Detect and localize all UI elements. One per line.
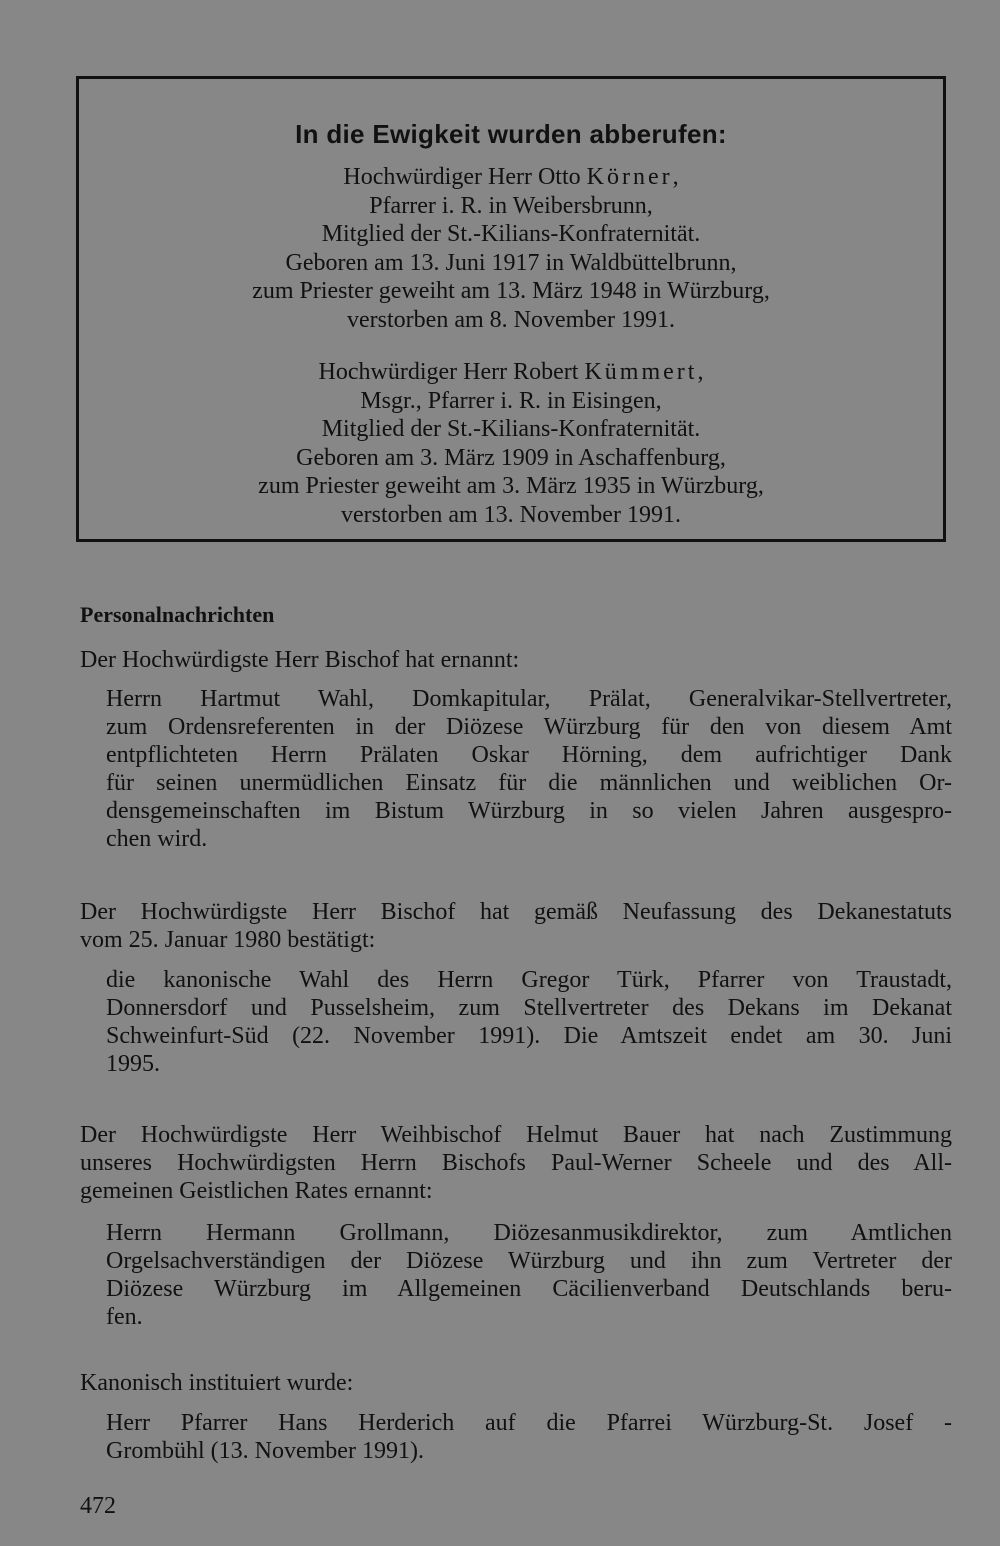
para-line: Diözese Würzburg im Allgemeinen Cäcilienverband Deutschlands beru-	[106, 1276, 952, 1302]
para-line: für seinen unermüdlichen Einsatz für die männlichen und weiblichen Or-	[106, 770, 952, 796]
entry-line: zum Priester geweiht am 3. März 1935 in Würzburg,	[258, 473, 764, 499]
intro-line: vom 25. Januar 1980 bestätigt:	[80, 927, 376, 953]
intro-line: Der Hochwürdigste Herr Bischof hat gemäß Neufassung des Dekanestatuts	[80, 899, 952, 925]
section-intro	[80, 898, 952, 954]
intro-line: Der Hochwürdigste Herr Bischof hat ernannt:	[80, 647, 520, 673]
intro-line: Kanonisch instituiert wurde:	[80, 1370, 354, 1396]
para-line: entpflichteten Herrn Prälaten Oskar Hörning, dem aufrichtiger Dank	[106, 742, 952, 768]
entry-line: verstorben am 13. November 1991.	[341, 501, 681, 528]
entry-line: Geboren am 3. März 1909 in Aschaffenburg,	[296, 444, 726, 471]
para-line: Orgelsachverständigen der Diözese Würzburg und ihn zum Vertreter der	[106, 1248, 952, 1274]
obituary-entry-koerner	[79, 163, 943, 334]
intro-line: Der Hochwürdigste Herr Weihbischof Helmut Bauer hat nach Zustimmung	[80, 1122, 952, 1148]
entry-line: Geboren am 13. Juni 1917 in Waldbüttelbrunn,	[285, 249, 737, 276]
entry-line: Mitglied der St.-Kilians-Konfraternität.	[321, 221, 701, 247]
page-number: 472	[80, 1493, 116, 1519]
intro-line: unseres Hochwürdigsten Herrn Bischofs Paul-Werner Scheele und des All-	[80, 1150, 952, 1176]
para-line: Grombühl (13. November 1991).	[106, 1438, 424, 1464]
entry-line: Hochwürdiger Herr Otto Körner,	[343, 164, 679, 190]
section-intro	[80, 1369, 952, 1397]
para-line: fen.	[106, 1304, 143, 1330]
obituary-box	[76, 76, 946, 542]
entry-line: Pfarrer i. R. in Weibersbrunn,	[369, 192, 653, 219]
para-line: Schweinfurt-Süd (22. November 1991). Die Amtszeit endet am 30. Juni	[106, 1023, 952, 1049]
section-paragraph	[106, 1219, 952, 1331]
intro-line: gemeinen Geistlichen Rates ernannt:	[80, 1178, 433, 1204]
entry-line: Hochwürdiger Herr Robert Kümmert,	[318, 359, 704, 385]
entry-line: Mitglied der St.-Kilians-Konfraternität.	[321, 416, 701, 442]
entry-line: verstorben am 8. November 1991.	[347, 306, 675, 333]
section-heading: Personalnachrichten	[80, 602, 275, 627]
para-line: 1995.	[106, 1051, 160, 1077]
para-line: die kanonische Wahl des Herrn Gregor Türk, Pfarrer von Traustadt,	[106, 967, 952, 993]
obituary-entry-kuemmert	[79, 358, 943, 529]
section-paragraph	[106, 685, 952, 853]
para-line: chen wird.	[106, 826, 208, 852]
para-line: Herrn Hartmut Wahl, Domkapitular, Prälat, Generalvikar-Stellvertreter,	[106, 686, 952, 712]
para-line: Donnersdorf und Pusselsheim, zum Stellvertreter des Dekans im Dekanat	[106, 995, 952, 1021]
para-line: Herrn Hermann Grollmann, Diözesanmusikdirektor, zum Amtlichen	[106, 1220, 952, 1246]
section-intro	[80, 1121, 952, 1205]
para-line: Herr Pfarrer Hans Herderich auf die Pfarrei Würzburg-St. Josef -	[106, 1410, 952, 1436]
entry-line: Msgr., Pfarrer i. R. in Eisingen,	[360, 387, 662, 414]
section-paragraph	[106, 966, 952, 1078]
obituary-title: In die Ewigkeit wurden abberufen:	[295, 119, 727, 149]
para-line: zum Ordensreferenten in der Diözese Würzburg für den von diesem Amt	[106, 714, 952, 740]
entry-line: zum Priester geweiht am 13. März 1948 in Würzburg,	[252, 278, 770, 304]
section-intro	[80, 646, 952, 674]
section-paragraph	[106, 1409, 952, 1465]
para-line: densgemeinschaften im Bistum Würzburg in so vielen Jahren ausgespro-	[106, 798, 952, 824]
